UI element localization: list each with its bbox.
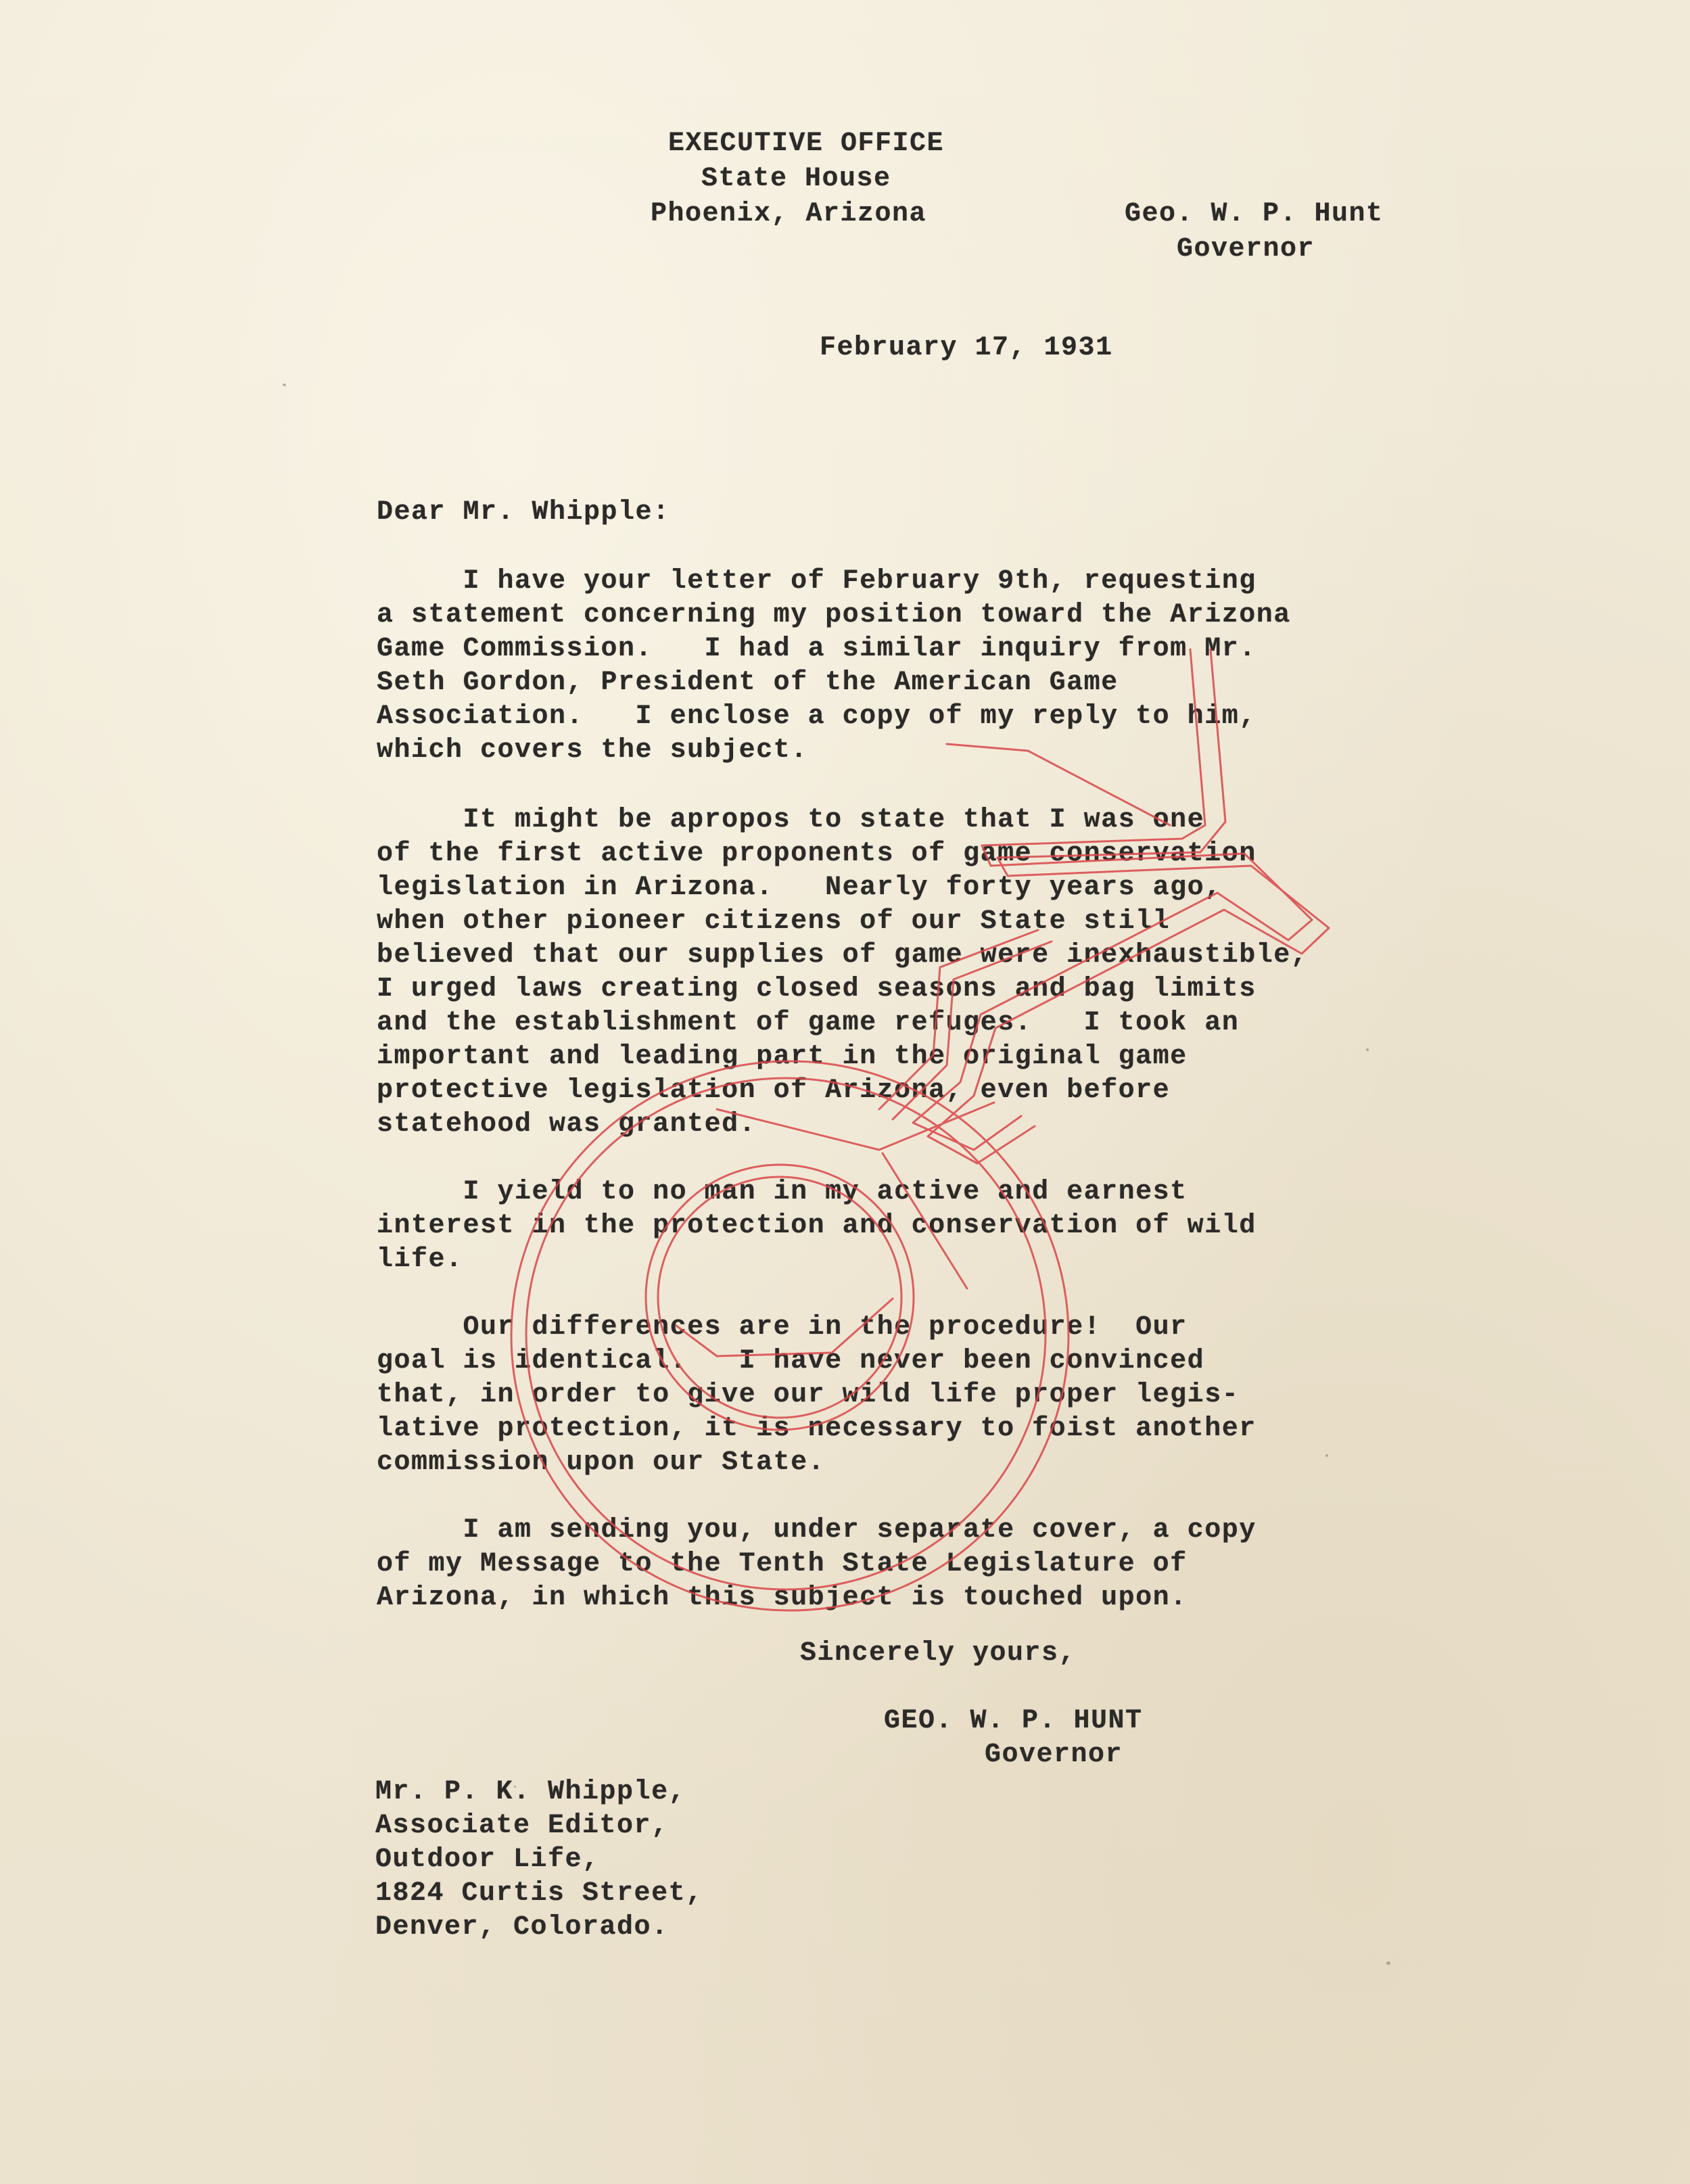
letterhead-building: State House (701, 164, 891, 194)
body-line: I yield to no man in my active and earnest (377, 1177, 1188, 1207)
body-line: important and leading part in the original game (377, 1042, 1188, 1072)
body-line: Our differences are in the procedure! Our (377, 1312, 1188, 1343)
body-line: goal is identical. I have never been convinced (377, 1346, 1205, 1376)
body-line: Association. I enclose a copy of my reply to him, (377, 701, 1257, 732)
signature-name: GEO. W. P. HUNT (884, 1706, 1143, 1736)
body-line: when other pioneer citizens of our State still (377, 906, 1171, 937)
recipient-line: 1824 Curtis Street, (375, 1878, 703, 1909)
paper-speck (1325, 1454, 1328, 1457)
body-line: protective legislation of Arizona, even before (377, 1075, 1171, 1106)
letterhead-city: Phoenix, Arizona (651, 199, 927, 229)
body-line: statehood was granted. (377, 1109, 757, 1140)
paper-speck (1366, 1048, 1369, 1051)
body-line: legislation in Arizona. Nearly forty years ago, (377, 873, 1222, 903)
signature-title: Governor (985, 1740, 1123, 1770)
letterhead-office: EXECUTIVE OFFICE (668, 129, 945, 159)
letterhead-signer-name: Geo. W. P. Hunt (1125, 199, 1384, 229)
body-line: It might be apropos to state that I was one (377, 805, 1205, 835)
letter-date: February 17, 1931 (820, 333, 1113, 363)
body-line: Game Commission. I had a similar inquiry from Mr. (377, 634, 1257, 664)
body-line: I am sending you, under separate cover, a copy (377, 1515, 1257, 1546)
body-line: life. (377, 1245, 463, 1275)
body-line: of my Message to the Tenth State Legislature of (377, 1549, 1188, 1579)
body-line: lative protection, it is necessary to foist another (377, 1414, 1257, 1444)
body-line: commission upon our State. (377, 1447, 826, 1478)
stamp-strike (717, 1102, 994, 1150)
body-line: interest in the protection and conservation of wild (377, 1211, 1257, 1241)
body-line: I have your letter of February 9th, requesting (377, 566, 1257, 597)
paper-speck (1386, 1961, 1390, 1965)
recipient-line: Associate Editor, (375, 1811, 669, 1841)
body-line: Seth Gordon, President of the American Game (377, 668, 1119, 698)
body-line: a statement concerning my position toward the Arizona (377, 600, 1291, 630)
body-line: and the establishment of game refuges. I took an (377, 1008, 1240, 1038)
letterhead-signer-title: Governor (1177, 234, 1315, 264)
paper-speck (283, 384, 286, 386)
body-line: I urged laws creating closed seasons and bag limits (377, 974, 1257, 1004)
body-line: believed that our supplies of game were inexhaustible, (377, 940, 1309, 971)
paper-speck (514, 1786, 516, 1788)
recipient-line: Denver, Colorado. (375, 1912, 669, 1943)
recipient-line: Mr. P. K. Whipple, (375, 1777, 686, 1807)
body-line: that, in order to give our wild life proper legis- (377, 1380, 1240, 1410)
body-line: of the first active proponents of game conservation (377, 839, 1257, 869)
salutation: Dear Mr. Whipple: (377, 497, 670, 528)
body-line: which covers the subject. (377, 735, 808, 766)
body-line: Arizona, in which this subject is touched upon. (377, 1583, 1188, 1613)
recipient-line: Outdoor Life, (375, 1844, 600, 1875)
closing: Sincerely yours, (800, 1638, 1077, 1669)
